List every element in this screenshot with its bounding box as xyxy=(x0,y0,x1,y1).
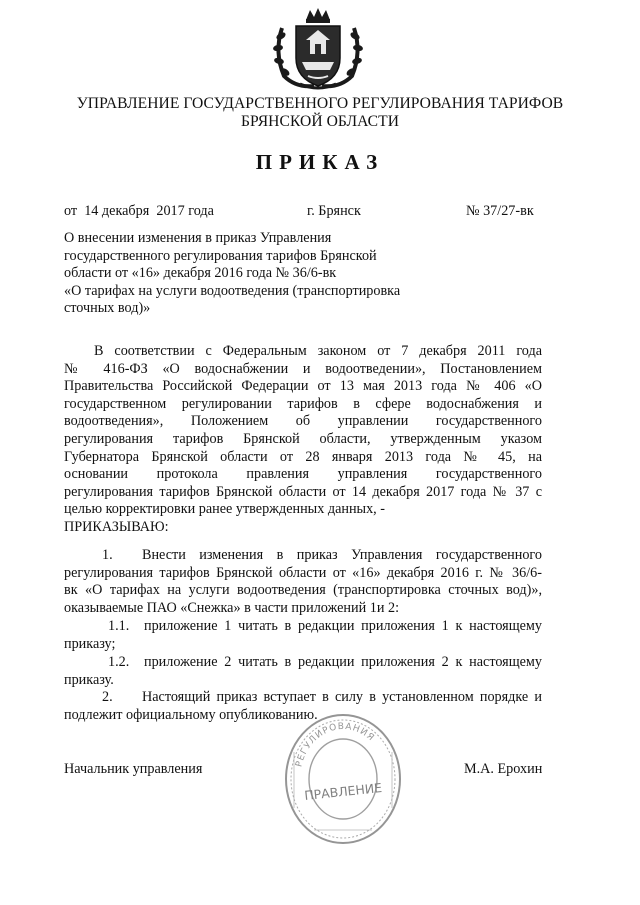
clause-line xyxy=(64,654,542,672)
clause-number: 1.2. xyxy=(108,654,130,670)
document-city: г. Брянск xyxy=(307,203,361,219)
clause-text: приложение 1 читать в редакции приложения 1 к настоящему xyxy=(144,618,542,634)
preamble-line: Правительства Российской Федерации от 13 мая 2013 года № 406 «О xyxy=(64,378,542,395)
clause-line xyxy=(64,547,542,565)
organization-name-line2: БРЯНСКОЙ ОБЛАСТИ xyxy=(240,113,399,130)
order-word: ПРИКАЗЫВАЮ: xyxy=(64,518,169,535)
subject-line: «О тарифах на услуги водоотведения (транспортировка xyxy=(64,282,401,299)
clause-line xyxy=(64,689,542,707)
preamble-paragraph xyxy=(64,343,542,537)
preamble-line: № 416-ФЗ «О водоснабжении и водоотведении», Постановлением xyxy=(64,360,542,377)
document-subject xyxy=(64,230,464,318)
clause-text: Настоящий приказ вступает в силу в установленном порядке и xyxy=(142,689,542,705)
document-title: ПРИКАЗ xyxy=(255,150,385,174)
clause-text: Внести изменения в приказ Управления государственного xyxy=(142,547,542,563)
clause-1-1 xyxy=(64,618,542,653)
seal-ring-text: РЕГУЛИРОВАНИЯ xyxy=(294,721,377,769)
preamble-line: регулирования тарифов Брянской области, утвержденным указом xyxy=(64,430,542,447)
clause-line: подлежит официальному опубликованию. xyxy=(64,706,318,723)
subject-line: сточных вод)» xyxy=(64,300,151,317)
clause-number: 1.1. xyxy=(108,618,130,634)
clause-1-2 xyxy=(64,654,542,689)
preamble-line: государственном регулировании тарифов в сфере водоснабжения и xyxy=(64,395,542,412)
clause-number: 2. xyxy=(102,689,113,705)
signatory-position: Начальник управления xyxy=(64,761,203,777)
subject-line: О внесении изменения в приказ Управления xyxy=(64,230,332,246)
subject-line: области от «16» декабря 2016 года № 36/6-вк xyxy=(64,265,337,282)
preamble-line: водоотведения», Положением об управлении государственного xyxy=(64,413,542,430)
document-date: от 14 декабря 2017 года xyxy=(64,203,214,219)
clause-line: вк «О тарифах на услуги водоотведения (транспортировка сточных вод)», xyxy=(64,582,542,599)
preamble-line: В соответствии с Федеральным законом от 7 декабря 2011 года xyxy=(94,343,542,359)
preamble-line: основании протокола правления управления государственного xyxy=(64,466,542,483)
clause-line: приказу; xyxy=(64,635,116,652)
clause-line: оказываемые ПАО «Снежка» в части приложений 1и 2: xyxy=(64,599,400,616)
clause-line: регулирования тарифов Брянской области от «16» декабря 2016 г. № 36/6- xyxy=(64,564,542,581)
subject-line: государственного регулирования тарифов Брянской xyxy=(64,247,377,264)
preamble-line: целью корректировки ранее утвержденных данных, - xyxy=(64,501,385,518)
clause-line: приказу. xyxy=(64,671,114,688)
clause-number: 1. xyxy=(102,547,113,563)
seal-center-text: ПРАВЛЕНИЕ xyxy=(303,779,383,804)
clause-text: приложение 2 читать в редакции приложения 2 к настоящему xyxy=(144,654,542,670)
preamble-line: регулирования тарифов Брянской области от 14 декабря 2017 года № 37 с xyxy=(64,483,542,500)
preamble-line: Губернатора Брянской области от 28 января 2013 года № 45, на xyxy=(64,448,542,465)
coat-of-arms-emblem xyxy=(270,6,366,92)
document-number: № 37/27-вк xyxy=(466,203,534,219)
official-seal-stamp xyxy=(284,712,402,846)
clause-1 xyxy=(64,547,542,617)
signatory-name: М.А. Ерохин xyxy=(464,761,543,777)
organization-name-line1: УПРАВЛЕНИЕ ГОСУДАРСТВЕННОГО РЕГУЛИРОВАНИЯ ТАРИФОВ xyxy=(76,95,564,112)
clause-line xyxy=(64,618,542,636)
